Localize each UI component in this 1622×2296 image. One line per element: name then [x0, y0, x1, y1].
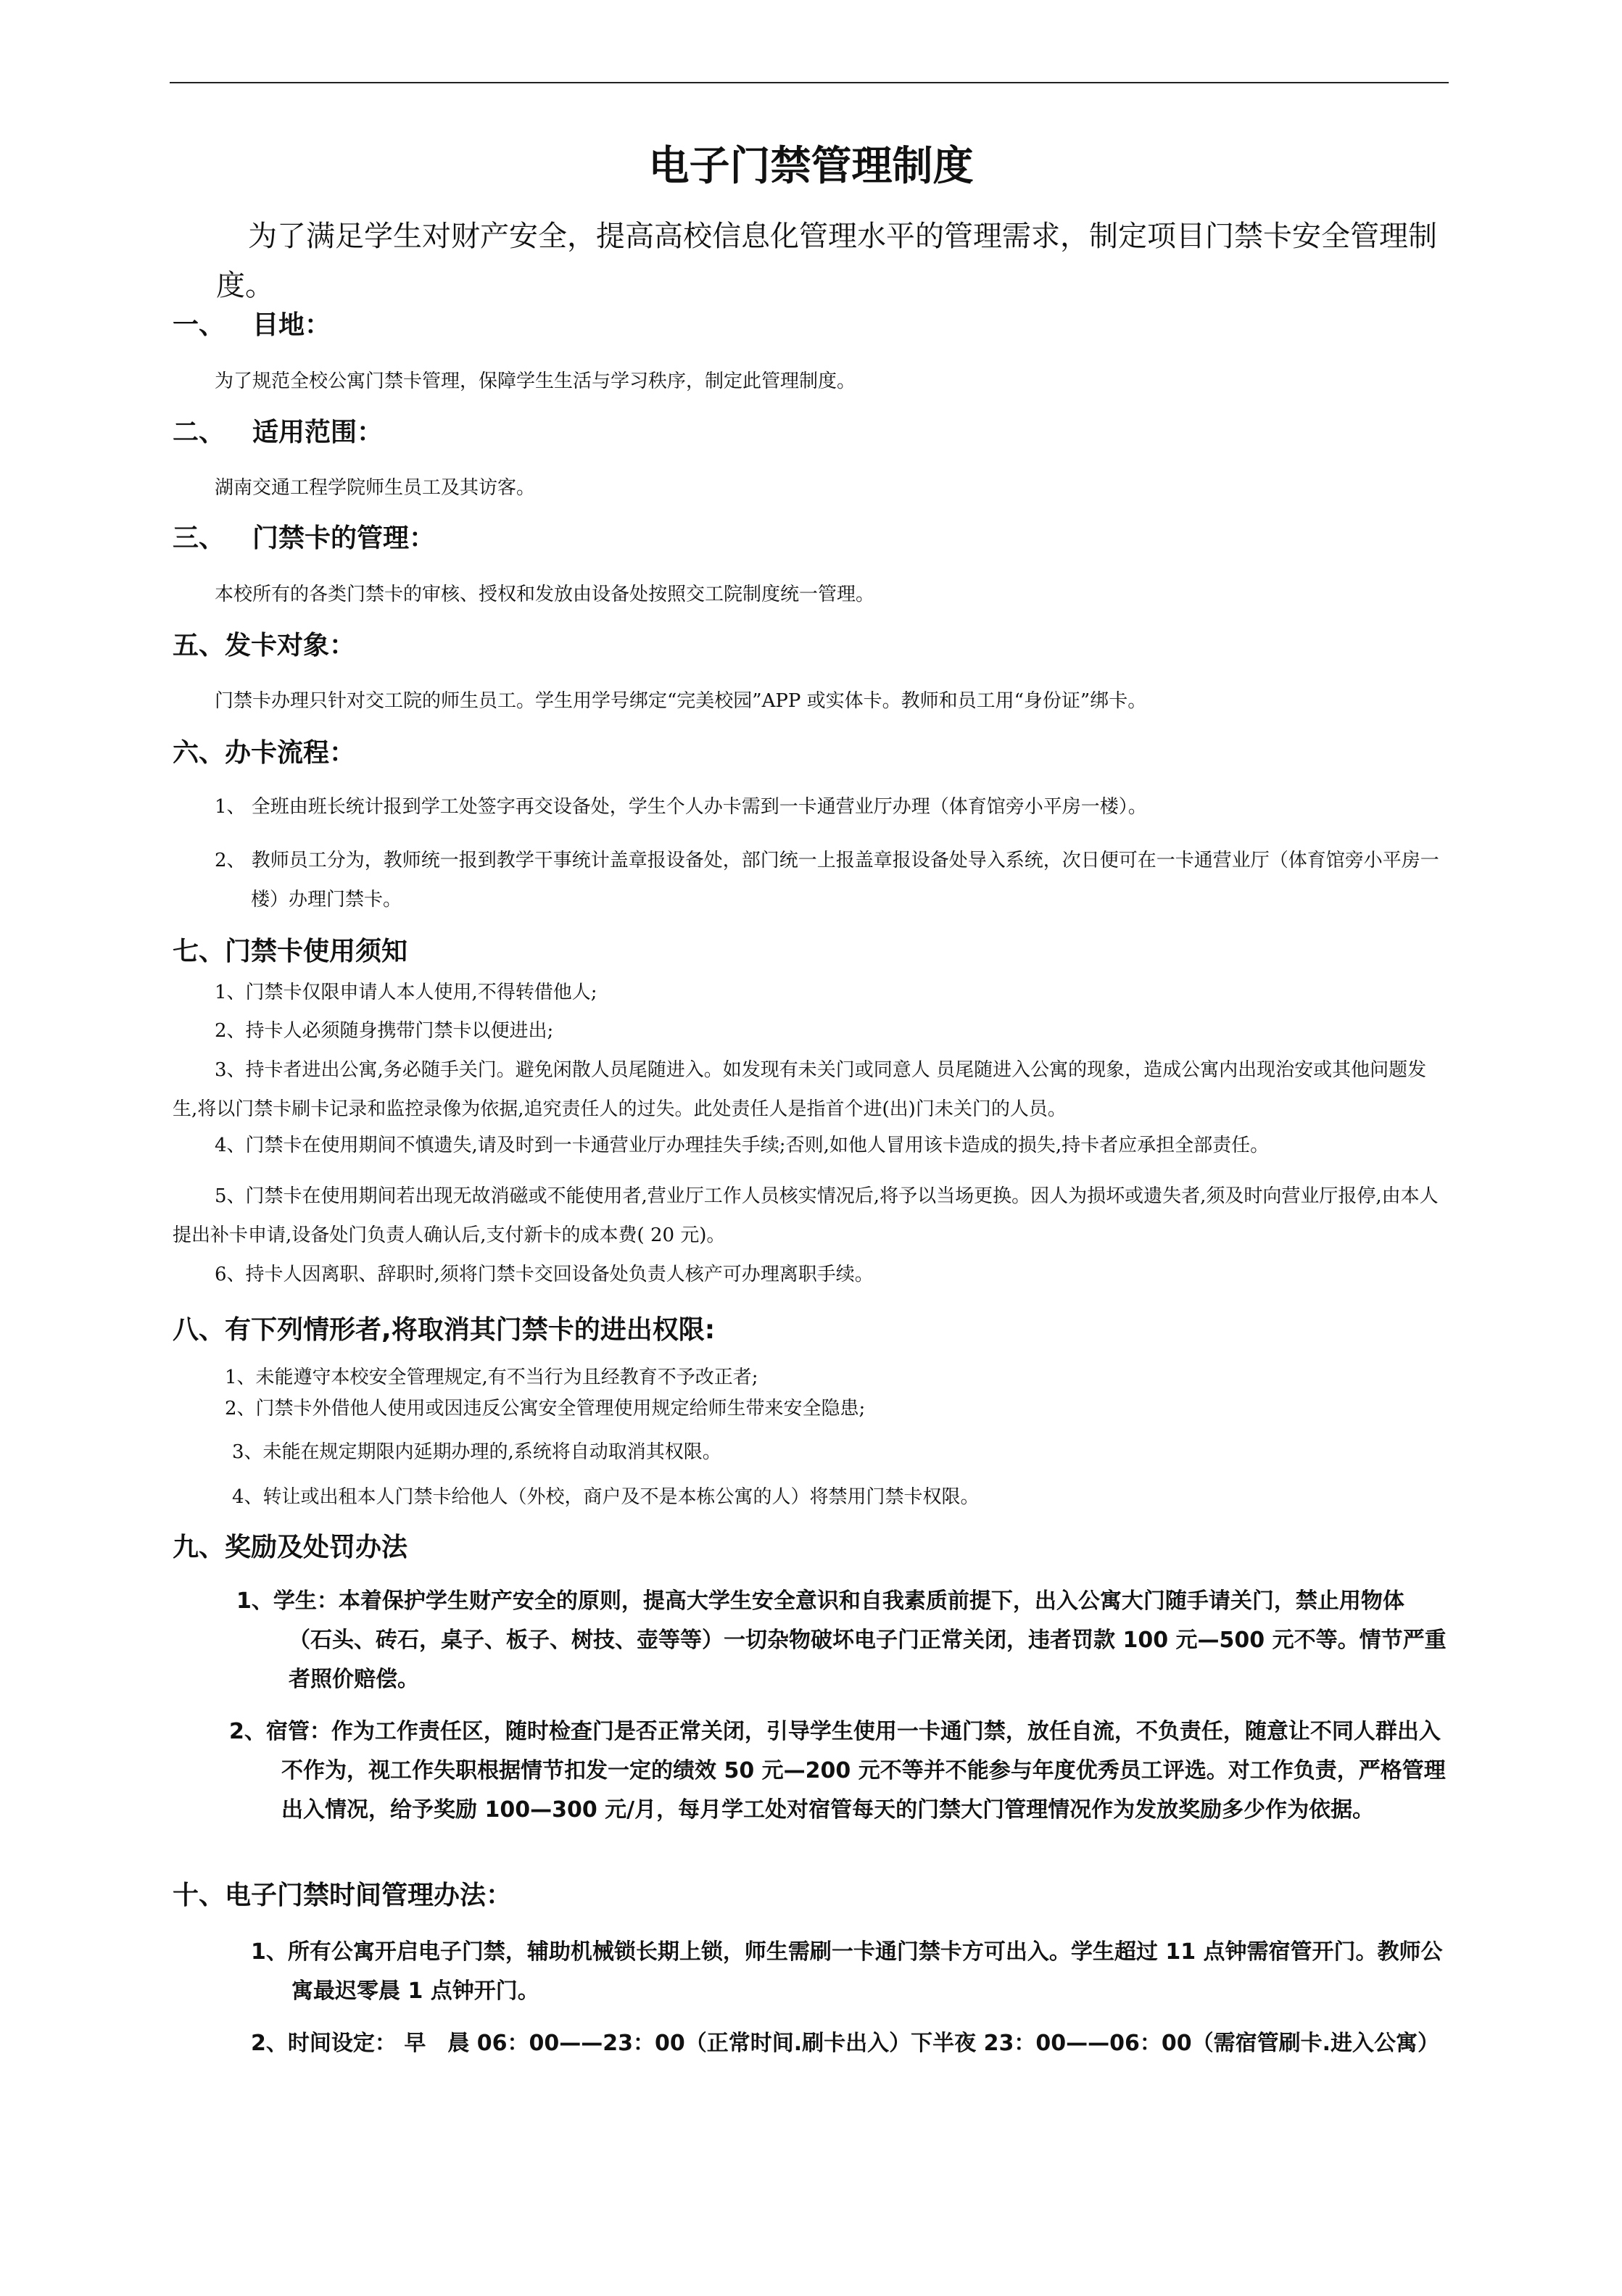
list-item: 2、时间设定： 早 晨 06：00——23：00（正常时间.刷卡出入）下半夜 23：00——06：00（需宿管刷卡.进入公寓） [251, 2031, 1439, 2056]
section-title: 奖励及处罚办法 [225, 1533, 408, 1562]
list-item: 1、所有公寓开启电子门禁，辅助机械锁长期上锁，师生需刷一卡通门禁卡方可出入。学生超过 11 点钟需宿管开门。教师公寓最迟零晨 1 点钟开门。 [251, 1939, 1443, 2004]
section-heading-7 [173, 934, 407, 970]
section-title: 有下列情形者,将取消其门禁卡的进出权限: [225, 1315, 716, 1345]
section-number: 五、 [173, 631, 225, 660]
list-item: 6、持卡人因离职、辞职时,须将门禁卡交回设备处负责人核产可办理离职手续。 [215, 1264, 874, 1285]
section-title: 电子门禁时间管理办法： [225, 1881, 513, 1910]
section-heading-8 [173, 1312, 715, 1348]
section-body-2: 湖南交通工程学院师生员工及其访客。 [215, 477, 536, 499]
section-title: 门禁卡的管理： [252, 523, 436, 553]
section-number: 一、 [173, 310, 225, 340]
section-heading-3 [173, 521, 435, 557]
list-item: 1、门禁卡仅限申请人本人使用,不得转借他人; [215, 982, 597, 1003]
section-number: 九、 [173, 1533, 225, 1562]
section-heading-6 [173, 735, 355, 771]
list-item: 2、宿管：作为工作责任区，随时检查门是否正常关闭，引导学生使用一卡通门禁，放任自流，不负责任，随意让不同人群出入不作为，视工作失职根据情节扣发一定的绩效 50 元—200 元不等并不能参与年度优秀员工评选。对工作负责，严格管理出入情况，给予奖励 100—300 元/月，每月学工处对宿管每天的门禁大门管理情况作为发放奖励多少作为依据。 [229, 1719, 1446, 1823]
list-item: 5、门禁卡在使用期间若出现无故消磁或不能使用者,营业厅工作人员核实情况后,将予以当场更换。因人为损坏或遗失者,须及时向营业厅报停,由本人提出补卡申请,设备处门负责人确认后,支付新卡的成本费( 20 元)。 [173, 1185, 1439, 1246]
section-title: 适用范围： [252, 418, 384, 447]
list-item: 1、未能遵守本校安全管理规定,有不当行为且经教育不予改正者; [225, 1367, 758, 1388]
list-item: 4、转让或出租本人门禁卡给他人（外校，商户及不是本栋公寓的人）将禁用门禁卡权限。 [232, 1486, 980, 1508]
list-item: 4、门禁卡在使用期间不慎遗失,请及时到一卡通营业厅办理挂失手续;否则,如他人冒用该卡造成的损失,持卡者应承担全部责任。 [215, 1135, 1270, 1156]
section-title: 办卡流程： [225, 738, 356, 768]
section-number: 二、 [173, 418, 225, 447]
list-item: 1、学生：本着保护学生财产安全的原则，提高大学生安全意识和自我素质前提下，出入公寓大门随手请关门，禁止用物体（石头、砖石，桌子、板子、树技、壶等等）一切杂物破坏电子门正常关闭，违者罚款 100 元—500 元不等。情节严重者照价赔偿。 [236, 1588, 1447, 1692]
section-body-3: 本校所有的各类门禁卡的审核、授权和发放由设备处按照交工院制度统一管理。 [215, 584, 875, 605]
list-item: 1、 全班由班长统计报到学工处签字再交设备处，学生个人办卡需到一卡通营业厅办理（体育馆旁小平房一楼）。 [215, 796, 1147, 818]
section-title: 发卡对象： [225, 631, 356, 660]
section-title: 门禁卡使用须知 [225, 937, 408, 966]
section-number: 六、 [173, 738, 225, 768]
section-number: 三、 [173, 523, 225, 553]
header-rule [170, 82, 1449, 83]
list-item: 3、持卡者进出公寓,务必随手关门。避免闲散人员尾随进入。如发现有未关门或同意人 员尾随进入公寓的现象，造成公寓内出现治安或其他问题发生,将以门禁卡刷卡记录和监控录像为依据,追究责任人的过失。此处责任人是指首个进(出)门未关门的人员。 [173, 1059, 1427, 1120]
section-number: 七、 [173, 937, 225, 966]
section-body-1: 为了规范全校公寓门禁卡管理，保障学生生活与学习秩序，制定此管理制度。 [215, 370, 856, 392]
list-item: 2、持卡人必须随身携带门禁卡以便进出; [215, 1020, 554, 1042]
section-heading-5 [173, 628, 355, 664]
intro-paragraph: 为了满足学生对财产安全，提高高校信息化管理水平的管理需求，制定项目门禁卡安全管理制度。 [216, 220, 1437, 302]
section-heading-1 [173, 307, 331, 344]
section-heading-10 [173, 1878, 512, 1914]
list-item: 2、 教师员工分为，教师统一报到教学干事统计盖章报设备处，部门统一上报盖章报设备处导入系统，次日便可在一卡通营业厅（体育馆旁小平房一楼）办理门禁卡。 [215, 850, 1439, 911]
section-title: 目地： [252, 310, 331, 340]
section-number: 十、 [173, 1881, 225, 1910]
list-item: 2、门禁卡外借他人使用或因违反公寓安全管理使用规定给师生带来安全隐患; [225, 1398, 866, 1420]
section-body-5: 门禁卡办理只针对交工院的师生员工。学生用学号绑定“完美校园”APP 或实体卡。教师和员工用“身份证”绑卡。 [215, 690, 1147, 712]
section-number: 八、 [173, 1315, 225, 1345]
document-title: 电子门禁管理制度 [648, 143, 974, 190]
section-heading-9 [173, 1530, 407, 1566]
list-item: 3、未能在规定期限内延期办理的,系统将自动取消其权限。 [232, 1441, 721, 1463]
section-heading-2 [173, 415, 383, 451]
